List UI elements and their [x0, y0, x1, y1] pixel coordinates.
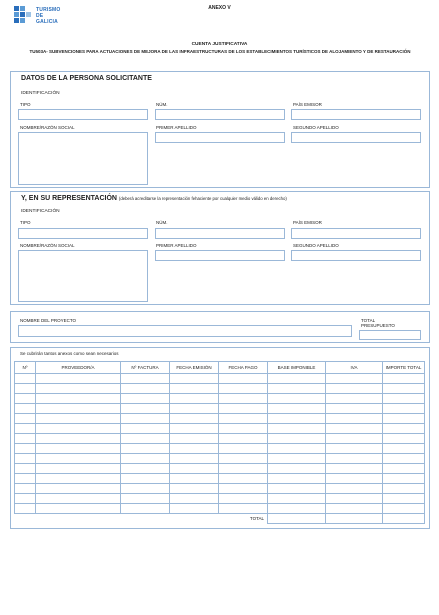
table-cell[interactable] [121, 454, 170, 464]
table-cell[interactable] [219, 494, 268, 504]
table-row [15, 444, 425, 454]
table-cell[interactable] [121, 394, 170, 404]
logo-text-2: DE [36, 13, 44, 19]
table-cell[interactable] [326, 494, 383, 504]
solicitante-identificacion-label: IDENTIFICACIÓN [21, 91, 60, 96]
table-row [15, 414, 425, 424]
facturas-header-row [15, 362, 425, 374]
solicitante-nombre-label: NOMBRE/RAZÓN SOCIAL [20, 125, 75, 130]
total-iva-field[interactable] [326, 514, 383, 524]
table-cell[interactable] [15, 484, 36, 494]
table-cell[interactable] [326, 374, 383, 384]
table-cell[interactable] [15, 494, 36, 504]
table-cell[interactable] [268, 504, 326, 514]
table-row [15, 494, 425, 504]
total-base-imponible-field[interactable] [268, 514, 326, 524]
table-cell[interactable] [36, 424, 121, 434]
table-cell[interactable] [383, 384, 425, 394]
representacion-tipo-label: TIPO [20, 220, 31, 225]
logo-text-1: TURISMO [36, 7, 61, 13]
table-cell[interactable] [170, 474, 219, 484]
table-cell[interactable] [15, 424, 36, 434]
table-cell[interactable] [15, 464, 36, 474]
document-title: CUENTA JUSTIFICATIVA [191, 42, 248, 47]
table-cell[interactable] [15, 454, 36, 464]
table-cell[interactable] [326, 474, 383, 484]
table-cell[interactable] [383, 504, 425, 514]
table-cell[interactable] [36, 504, 121, 514]
table-row [15, 394, 425, 404]
representacion-identificacion-label: IDENTIFICACIÓN [21, 209, 60, 214]
table-cell[interactable] [15, 384, 36, 394]
solicitante-segundo-apellido-field[interactable] [291, 132, 421, 143]
table-cell[interactable] [383, 394, 425, 404]
table-cell[interactable] [170, 404, 219, 414]
table-row [15, 464, 425, 474]
table-cell[interactable] [170, 454, 219, 464]
facturas-col-header: IVA [326, 362, 383, 374]
table-cell[interactable] [121, 424, 170, 434]
solicitante-primer-apellido-label: PRIMER APELLIDO [156, 125, 197, 130]
solicitante-tipo-field[interactable] [18, 109, 148, 120]
table-cell[interactable] [121, 404, 170, 414]
facturas-table [14, 361, 425, 524]
table-row [15, 434, 425, 444]
table-cell[interactable] [326, 414, 383, 424]
table-cell[interactable] [383, 444, 425, 454]
table-cell[interactable] [170, 464, 219, 474]
total-presupuesto-label [361, 318, 395, 328]
solicitante-num-field[interactable] [155, 109, 285, 120]
table-cell[interactable] [383, 374, 425, 384]
table-cell[interactable] [170, 384, 219, 394]
table-cell[interactable] [170, 394, 219, 404]
table-cell[interactable] [326, 394, 383, 404]
solicitante-segundo-apellido-label: SEGUNDO APELLIDO [293, 125, 339, 130]
table-cell[interactable] [36, 464, 121, 474]
solicitante-nombre-field[interactable] [18, 132, 148, 185]
proyecto-nombre-label: NOMBRE DEL PROYECTO [20, 318, 77, 323]
representacion-title [21, 195, 287, 202]
solicitante-primer-apellido-field[interactable] [155, 132, 285, 143]
representacion-num-label: NÚM. [156, 220, 168, 225]
table-cell[interactable] [170, 374, 219, 384]
representacion-primer-apellido-label: PRIMER APELLIDO [156, 243, 197, 248]
table-cell[interactable] [268, 444, 326, 454]
table-row [15, 404, 425, 414]
table-cell[interactable] [15, 444, 36, 454]
table-cell[interactable] [383, 464, 425, 474]
table-cell[interactable] [121, 484, 170, 494]
table-cell[interactable] [36, 434, 121, 444]
representacion-title-text: Y, EN SU REPRESENTACIÓN [21, 195, 117, 202]
solicitante-tipo-label: TIPO [20, 102, 31, 107]
table-cell[interactable] [121, 414, 170, 424]
solicitante-num-label: NÚM. [156, 102, 168, 107]
table-cell[interactable] [219, 474, 268, 484]
representacion-pais-field[interactable] [291, 228, 421, 239]
table-cell[interactable] [326, 504, 383, 514]
table-cell[interactable] [268, 484, 326, 494]
table-cell[interactable] [15, 404, 36, 414]
table-cell[interactable] [121, 474, 170, 484]
table-cell[interactable] [268, 374, 326, 384]
table-cell[interactable] [268, 464, 326, 474]
table-cell[interactable] [383, 484, 425, 494]
representacion-segundo-apellido-label: SEGUNDO APELLIDO [293, 243, 339, 248]
table-cell[interactable] [170, 484, 219, 494]
total-presupuesto-field[interactable] [359, 330, 421, 340]
total-presupuesto-line1: TOTAL [361, 318, 376, 323]
facturas-col-header: FECHA PAGO [219, 362, 268, 374]
table-cell[interactable] [36, 404, 121, 414]
table-cell[interactable] [219, 454, 268, 464]
table-cell[interactable] [36, 454, 121, 464]
representacion-num-field[interactable] [155, 228, 285, 239]
facturas-body [15, 374, 425, 524]
table-cell[interactable] [326, 464, 383, 474]
table-cell[interactable] [268, 454, 326, 464]
table-cell[interactable] [121, 374, 170, 384]
total-presupuesto-line2: PRESUPUESTO [361, 323, 395, 328]
table-row [15, 484, 425, 494]
table-cell[interactable] [219, 404, 268, 414]
table-cell[interactable] [326, 404, 383, 414]
table-cell[interactable] [383, 404, 425, 414]
table-cell[interactable] [219, 394, 268, 404]
table-cell[interactable] [268, 414, 326, 424]
table-cell[interactable] [36, 474, 121, 484]
document-subtitle: TU503A- SUBVENCIONES PARA ACTUACIONES DE MEJORA DE LAS INFRAESTRUCTURAS DE LOS ESTABLECIMIENTOS TURÍSTICOS DE ALOJAMIENTO Y DE RESTAURACIÓN [29, 49, 411, 54]
table-row [15, 424, 425, 434]
facturas-col-header: Nº [15, 362, 36, 374]
table-cell[interactable] [219, 414, 268, 424]
table-cell[interactable] [219, 424, 268, 434]
table-cell[interactable] [383, 474, 425, 484]
table-cell[interactable] [170, 504, 219, 514]
table-cell[interactable] [121, 464, 170, 474]
table-cell[interactable] [170, 434, 219, 444]
facturas-col-header: Nº FACTURA [121, 362, 170, 374]
facturas-col-header: BASE IMPONIBLE [268, 362, 326, 374]
table-cell[interactable] [170, 424, 219, 434]
representacion-tipo-field[interactable] [18, 228, 148, 239]
table-cell[interactable] [326, 424, 383, 434]
table-cell[interactable] [121, 444, 170, 454]
representacion-pais-label: PAÍS EMISOR [293, 220, 322, 225]
table-cell[interactable] [121, 504, 170, 514]
table-cell[interactable] [219, 504, 268, 514]
table-cell[interactable] [15, 414, 36, 424]
table-cell[interactable] [219, 484, 268, 494]
facturas-note: Se cubrirán tantos anexos como sean necesarios [20, 351, 119, 356]
table-cell[interactable] [36, 374, 121, 384]
table-row [15, 504, 425, 514]
facturas-col-header: PROVEEDOR/A [36, 362, 121, 374]
solicitante-pais-label: PAÍS EMISOR [293, 102, 322, 107]
table-cell[interactable] [268, 404, 326, 414]
representacion-nombre-field[interactable] [18, 250, 148, 302]
facturas-col-header: IMPORTE TOTAL [383, 362, 425, 374]
table-cell[interactable] [36, 484, 121, 494]
table-cell[interactable] [326, 384, 383, 394]
table-cell[interactable] [383, 454, 425, 464]
representacion-nombre-label: NOMBRE/RAZÓN SOCIAL [20, 243, 75, 248]
table-cell[interactable] [326, 434, 383, 444]
table-cell[interactable] [170, 414, 219, 424]
table-cell[interactable] [15, 374, 36, 384]
solicitante-pais-field[interactable] [291, 109, 421, 120]
representacion-note: (deberá acreditarse la representación fehaciente por cualquier medio válido en derecho) [118, 196, 287, 201]
table-cell[interactable] [268, 494, 326, 504]
table-row [15, 454, 425, 464]
table-cell[interactable] [219, 444, 268, 454]
table-cell[interactable] [268, 384, 326, 394]
table-cell[interactable] [36, 444, 121, 454]
table-cell[interactable] [383, 414, 425, 424]
table-row [15, 384, 425, 394]
table-cell[interactable] [219, 374, 268, 384]
table-cell[interactable] [15, 434, 36, 444]
table-cell[interactable] [268, 424, 326, 434]
table-cell[interactable] [36, 394, 121, 404]
table-cell[interactable] [15, 474, 36, 484]
total-label: TOTAL [15, 514, 268, 524]
table-cell[interactable] [36, 494, 121, 504]
table-row [15, 374, 425, 384]
table-cell[interactable] [268, 394, 326, 404]
representacion-segundo-apellido-field[interactable] [291, 250, 421, 261]
representacion-primer-apellido-field[interactable] [155, 250, 285, 261]
table-cell[interactable] [326, 444, 383, 454]
table-cell[interactable] [170, 494, 219, 504]
table-cell[interactable] [383, 424, 425, 434]
table-cell[interactable] [170, 444, 219, 454]
table-cell[interactable] [15, 394, 36, 404]
table-cell[interactable] [326, 484, 383, 494]
table-cell[interactable] [36, 384, 121, 394]
total-importe-field[interactable] [383, 514, 425, 524]
table-cell[interactable] [121, 384, 170, 394]
solicitante-title: DATOS DE LA PERSONA SOLICITANTE [21, 75, 152, 82]
table-cell[interactable] [219, 464, 268, 474]
facturas-col-header: FECHA EMISIÓN [170, 362, 219, 374]
proyecto-nombre-field[interactable] [18, 325, 352, 337]
table-cell[interactable] [219, 434, 268, 444]
table-cell[interactable] [219, 384, 268, 394]
table-cell[interactable] [15, 504, 36, 514]
table-row [15, 474, 425, 484]
table-cell[interactable] [383, 434, 425, 444]
table-cell[interactable] [268, 434, 326, 444]
table-cell[interactable] [121, 494, 170, 504]
table-cell[interactable] [121, 434, 170, 444]
anexo-title: ANEXO V [208, 5, 231, 11]
table-cell[interactable] [36, 414, 121, 424]
total-row [15, 514, 425, 524]
table-cell[interactable] [383, 494, 425, 504]
table-cell[interactable] [326, 454, 383, 464]
logo-text-3: GALICIA [36, 19, 58, 25]
table-cell[interactable] [268, 474, 326, 484]
